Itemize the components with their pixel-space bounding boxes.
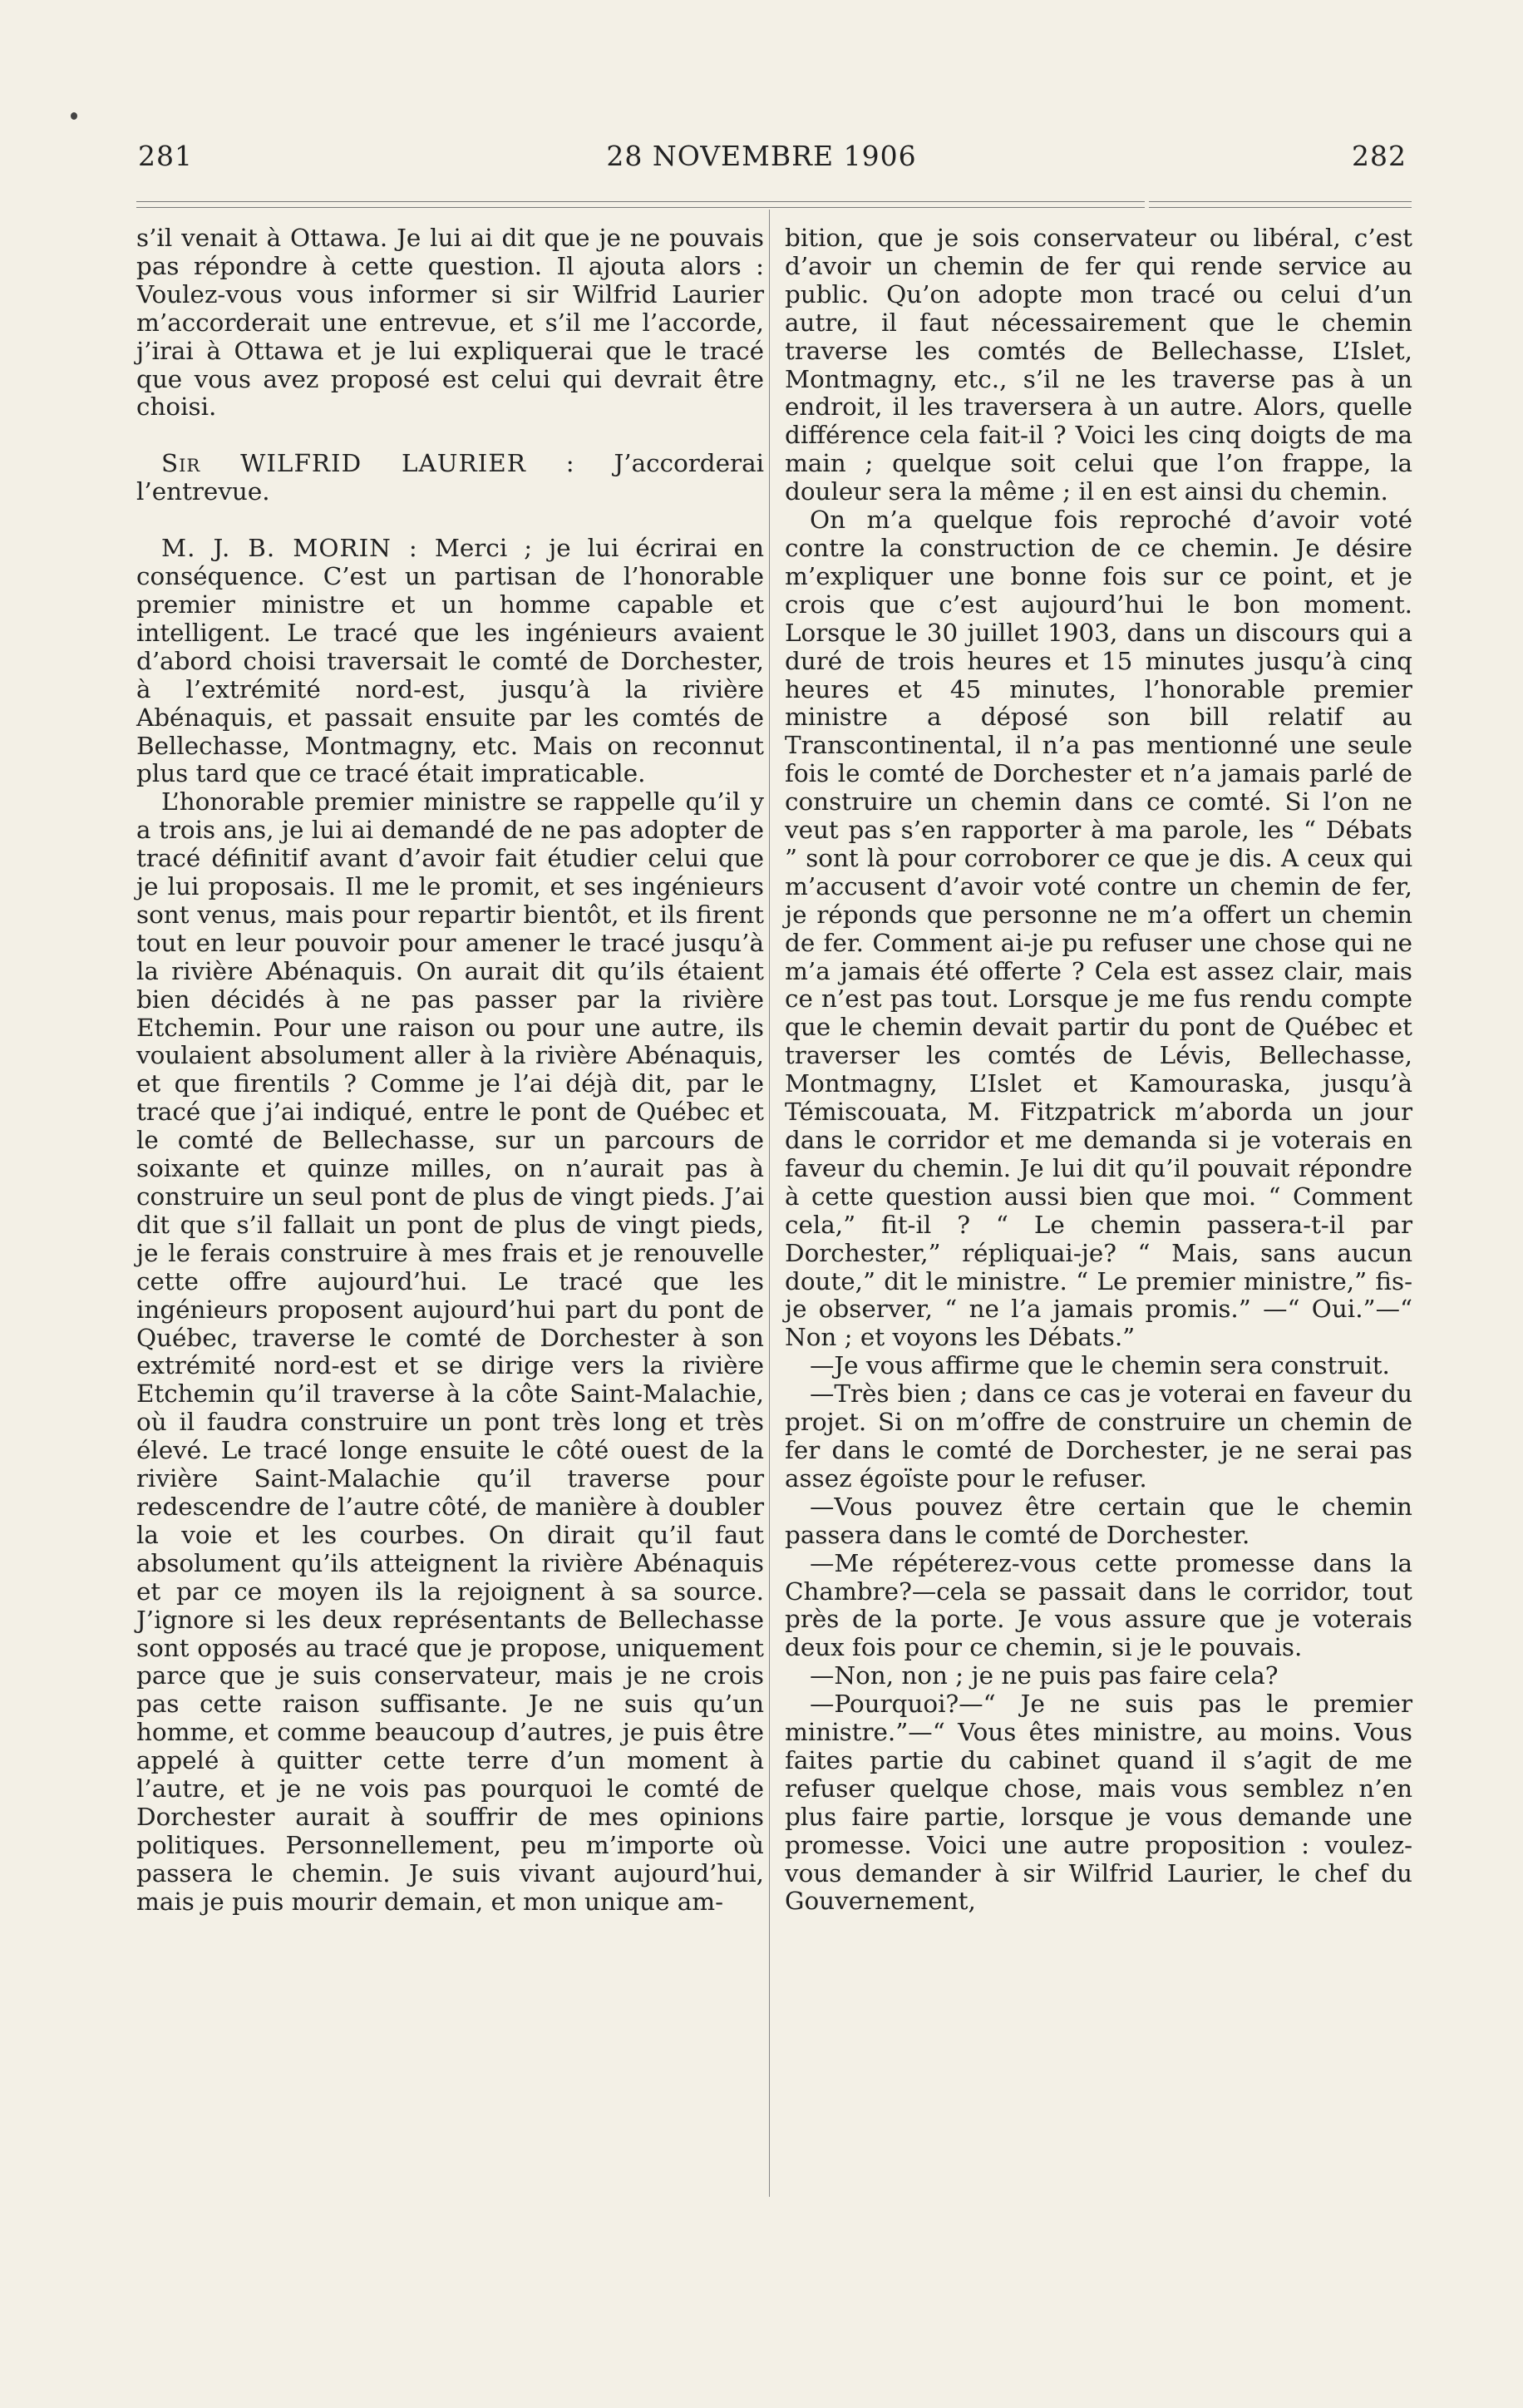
speech-paragraph — [136, 450, 764, 506]
header-rule-right — [1149, 201, 1412, 202]
left-page-number: 281 — [138, 140, 193, 172]
right-column — [785, 225, 1412, 1916]
paragraph: —Vous pouvez être certain que le chemin passera dans le comté de Dorchester. — [785, 1492, 1412, 1549]
speech-text: J’accorderai l’entrevue. — [136, 449, 764, 506]
header-rule-left-2 — [136, 207, 1145, 208]
paragraph: s’il venait à Ottawa. Je lui ai dit que je ne pouvais pas répondre à cette question. Il ajouta alors : Voulez-vous vous informer si sir Wilfrid Laurier m’accorderait une entrevue, et s’il me l’accorde, j’irai à Ottawa et je lui expliquerai que le tracé que vous avez proposé est celui qui devrait être choisi. — [136, 224, 764, 422]
paragraph: —Pourquoi?—“ Je ne suis pas le premier ministre.”—“ Vous êtes ministre, au moins. Vous faites partie du cabinet quand il s’agit de me refuser quelque chose, mais vous semblez n’en plus faire partie, lorsque je vous demande une promesse. Voici une autre proposition : voulez-vous demander à sir Wilfrid Laurier, le chef du Gouvernement, — [785, 1690, 1412, 1916]
left-column — [136, 225, 764, 1917]
page-header — [0, 140, 1523, 181]
speech-paragraph — [136, 535, 764, 788]
paragraph: —Très bien ; dans ce cas je voterai en faveur du projet. Si on m’offre de construire un chemin de fer dans le comté de Dorchester, je ne serai pas assez égoïste pour le refuser. — [785, 1379, 1412, 1493]
paragraph: bition, que je sois conservateur ou libéral, c’est d’avoir un chemin de fer qui rende service au public. Qu’on adopte mon tracé ou celui d’un autre, il faut nécessairement que le chemin traverse les comtés de Bellechasse, L’Islet, Montmagny, etc., s’il ne les traverse pas à un endroit, il les traversera à un autre. Alors, quelle différence cela fait-il ? Voici les cinq doigts de ma main ; quelque soit celui que l’on frappe, la douleur sera la même ; il en est ainsi du chemin. — [785, 224, 1412, 506]
column-divider — [769, 210, 770, 2197]
header-rule-right-2 — [1149, 207, 1412, 208]
right-page-number: 282 — [1352, 140, 1407, 172]
ink-speck — [71, 112, 77, 120]
page-date-title: 28 NOVEMBRE 1906 — [606, 140, 917, 172]
paragraph: L’honorable premier ministre se rappelle qu’il y a trois ans, je lui ai demandé de ne pas adopter de tracé définitif avant d’avoir fait étudier celui que je lui proposais. Il me le promit, et ses ingénieurs sont venus, mais pour repartir bientôt, et ils firent tout en leur pouvoir pour amener le tracé jusqu’à la rivière Abénaquis. On aurait dit qu’ils étaient bien décidés à ne pas passer par la rivière Etchemin. Pour une raison ou pour une autre, ils voulaient absolument aller à la rivière Abénaquis, et que firentils ? Comme je l’ai déjà dit, par le tracé que j’ai indiqué, entre le pont de Québec et le comté de Bellechasse, sur un parcours de soixante et quinze milles, on n’aurait pas à construire un seul pont de plus de vingt pieds. J’ai dit que s’il fallait un pont de plus de vingt pieds, je le ferais construire à mes frais et je renouvelle cette offre aujourd’hui. Le tracé que les ingénieurs proposent aujourd’hui part du pont de Québec, traverse le comté de Dorchester à son extrémité nord-est et se dirige vers la rivière Etchemin qu’il traverse à la côte Saint-Malachie, où il faudra construire un pont très long et très élevé. Le tracé longe ensuite le côté ouest de la rivière Saint-Malachie qu’il traverse pour redescendre de l’autre côté, de manière à doubler la voie et les courbes. On dirait qu’il faut absolument qu’ils atteignent la rivière Abénaquis et par ce moyen ils la rejoignent à sa source. J’ignore si les deux représentants de Bellechasse sont opposés au tracé que je propose, uniquement parce que je suis conservateur, mais je ne crois pas cette raison suffisante. Je ne suis qu’un homme, et comme beaucoup d’autres, je puis être appelé à quitter cette terre d’un moment à l’autre, et je ne vois pas pourquoi le comté de Dorchester aurait à souffrir de mes opinions politiques. Personnellement, peu m’importe où passera le chemin. Je suis vivant aujourd’hui, mais je puis mourir demain, et mon unique am- — [136, 787, 764, 1916]
paragraph: —Non, non ; je ne puis pas faire cela? — [810, 1661, 1279, 1690]
speech-text: Merci ; je lui écrirai en conséquence. C’est un partisan de l’honorable premier ministre et un homme capable et intelligent. Le tracé que les ingénieurs avaient d’abord choisi traversait le comté de Dorchester, à l’extrémité nord-est, jusqu’à la rivière Abénaquis, et passait ensuite par les comtés de Bellechasse, Montmagny, etc. Mais on reconnut plus tard que ce tracé était impraticable. — [136, 534, 765, 788]
paragraph: —Me répéterez-vous cette promesse dans la Chambre?—cela se passait dans le corridor, tout près de la porte. Je vous assure que je voterais deux fois pour ce chemin, si je le pouvais. — [785, 1548, 1412, 1662]
paragraph: —Je vous affirme que le chemin sera construit. — [810, 1351, 1390, 1380]
speaker-name: M. J. B. MORIN : — [161, 534, 418, 563]
header-rule-left — [136, 201, 1145, 202]
paragraph: On m’a quelque fois reproché d’avoir voté contre la construction de ce chemin. Je désire m’expliquer une bonne fois sur ce point, et je crois que c’est aujourd’hui le bon moment. Lorsque le 30 juillet 1903, dans un discours qui a duré de trois heures et 15 minutes jusqu’à cinq heures et 45 minutes, l’honorable premier ministre a déposé son bill relatif au Transcontinental, il n’a pas mentionné une seule fois le comté de Dorchester et n’a jamais parlé de construire un chemin dans ce comté. Si l’on ne veut pas s’en rapporter à ma parole, les “ Débats ” sont là pour corroborer ce que je dis. A ceux qui m’accusent d’avoir voté contre un chemin de fer, je réponds que personne ne m’a offert un chemin de fer. Comment ai-je pu refuser une chose qui ne m’a jamais été offerte ? Cela est assez clair, mais ce n’est pas tout. Lorsque je me fus rendu compte que le chemin devait partir du pont de Québec et traverser les comtés de Lévis, Bellechasse, Montmagny, L’Islet et Kamouraska, jusqu’à Témiscouata, M. Fitzpatrick m’aborda un jour dans le corridor et me demanda si je voterais en faveur du chemin. Je lui dit qu’il pouvait répondre à cette question aussi bien que moi. “ Comment cela,” fit-il ? “ Le chemin passera-t-il par Dorchester,” répliquai-je? “ Mais, sans aucun doute,” dit le ministre. “ Le premier ministre,” fis-je observer, “ ne l’a jamais promis.” —“ Oui.”—“ Non ; et voyons les Débats.” — [785, 506, 1412, 1352]
speaker-name: Sir WILFRID LAURIER : — [161, 449, 575, 478]
